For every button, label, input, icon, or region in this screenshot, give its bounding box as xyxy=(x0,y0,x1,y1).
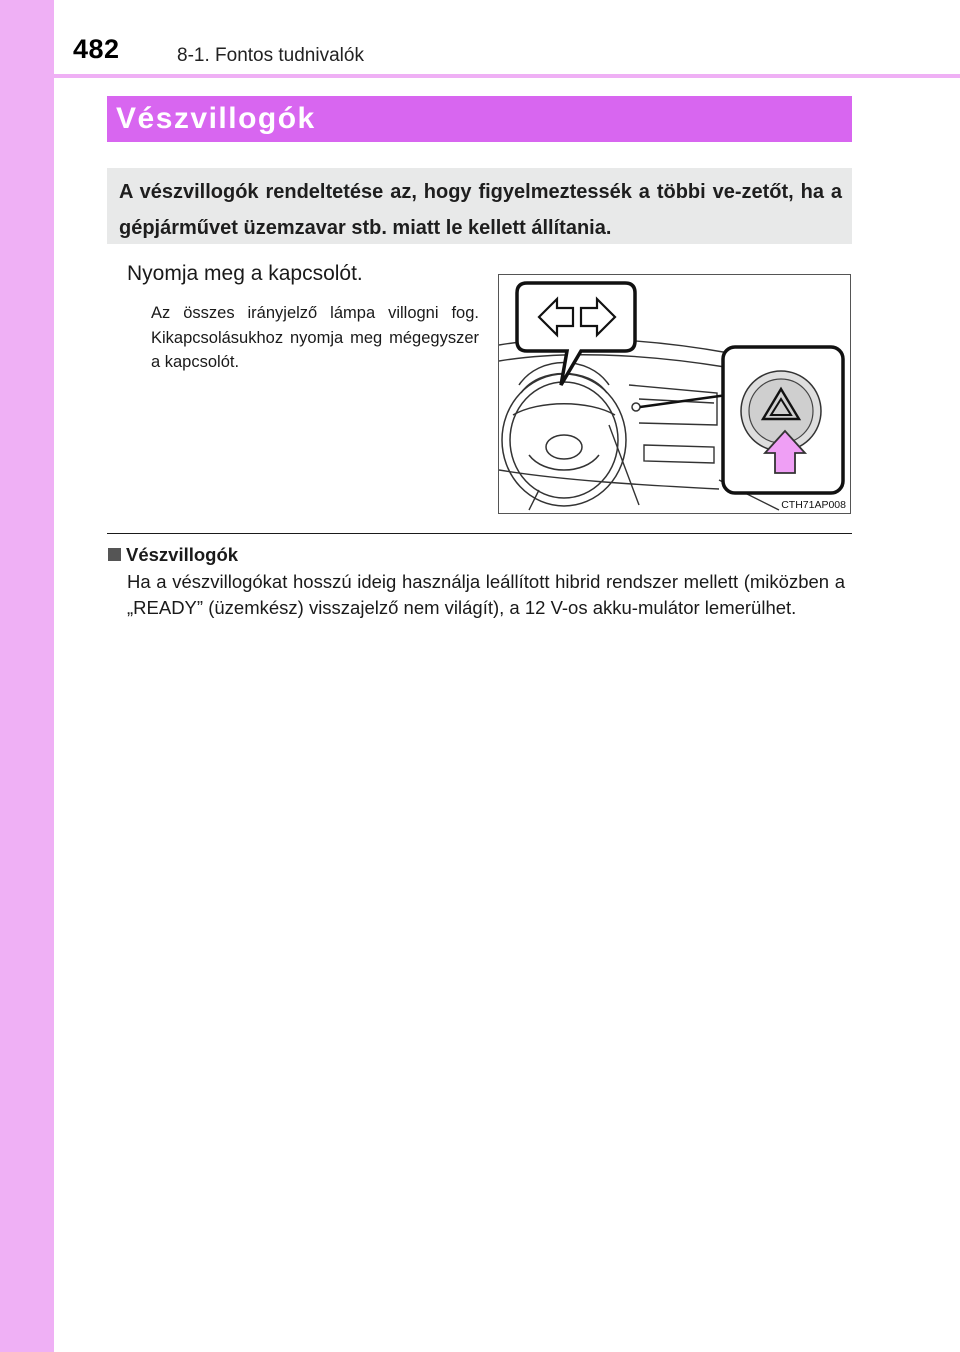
steering-wheel-icon xyxy=(502,363,626,507)
chapter-title: 8-1. Fontos tudnivalók xyxy=(177,45,364,66)
figure-code: CTH71AP008 xyxy=(781,499,846,511)
header-rule xyxy=(54,74,960,78)
note-heading xyxy=(108,544,238,566)
hazard-switch-zoom xyxy=(723,347,843,493)
page-number: 482 xyxy=(73,34,120,64)
section-title-bar xyxy=(107,96,852,142)
step-title: Nyomja meg a kapcsolót. xyxy=(127,262,363,285)
hazard-switch-illustration xyxy=(498,274,851,514)
note-body: Ha a vészvillogókat hosszú ideig használja leállított hibrid rendszer mellett (miközben a „READY” (üzemkész) visszajelző nem világít), a 12 V-os akku-mulátor lemerülhet. xyxy=(127,571,845,618)
dashboard-drawing xyxy=(499,275,851,514)
section-title: Vészvillogók xyxy=(116,102,316,135)
side-tab-strip xyxy=(0,0,54,1352)
intro-box xyxy=(107,168,852,244)
note-heading-text: Vészvillogók xyxy=(126,544,239,565)
step-description: Az összes irányjelző lámpa villogni fog. Kikapcsolásukhoz nyomja meg mégegyszer a kapcsolót. xyxy=(151,304,479,371)
intro-text: A vészvillogók rendeltetése az, hogy figyelmeztessék a többi ve-zetőt, ha a gépjárművet üzemzavar stb. miatt le kellett állítania. xyxy=(119,181,842,239)
bullet-square-icon xyxy=(108,548,121,561)
section-divider xyxy=(107,533,852,534)
